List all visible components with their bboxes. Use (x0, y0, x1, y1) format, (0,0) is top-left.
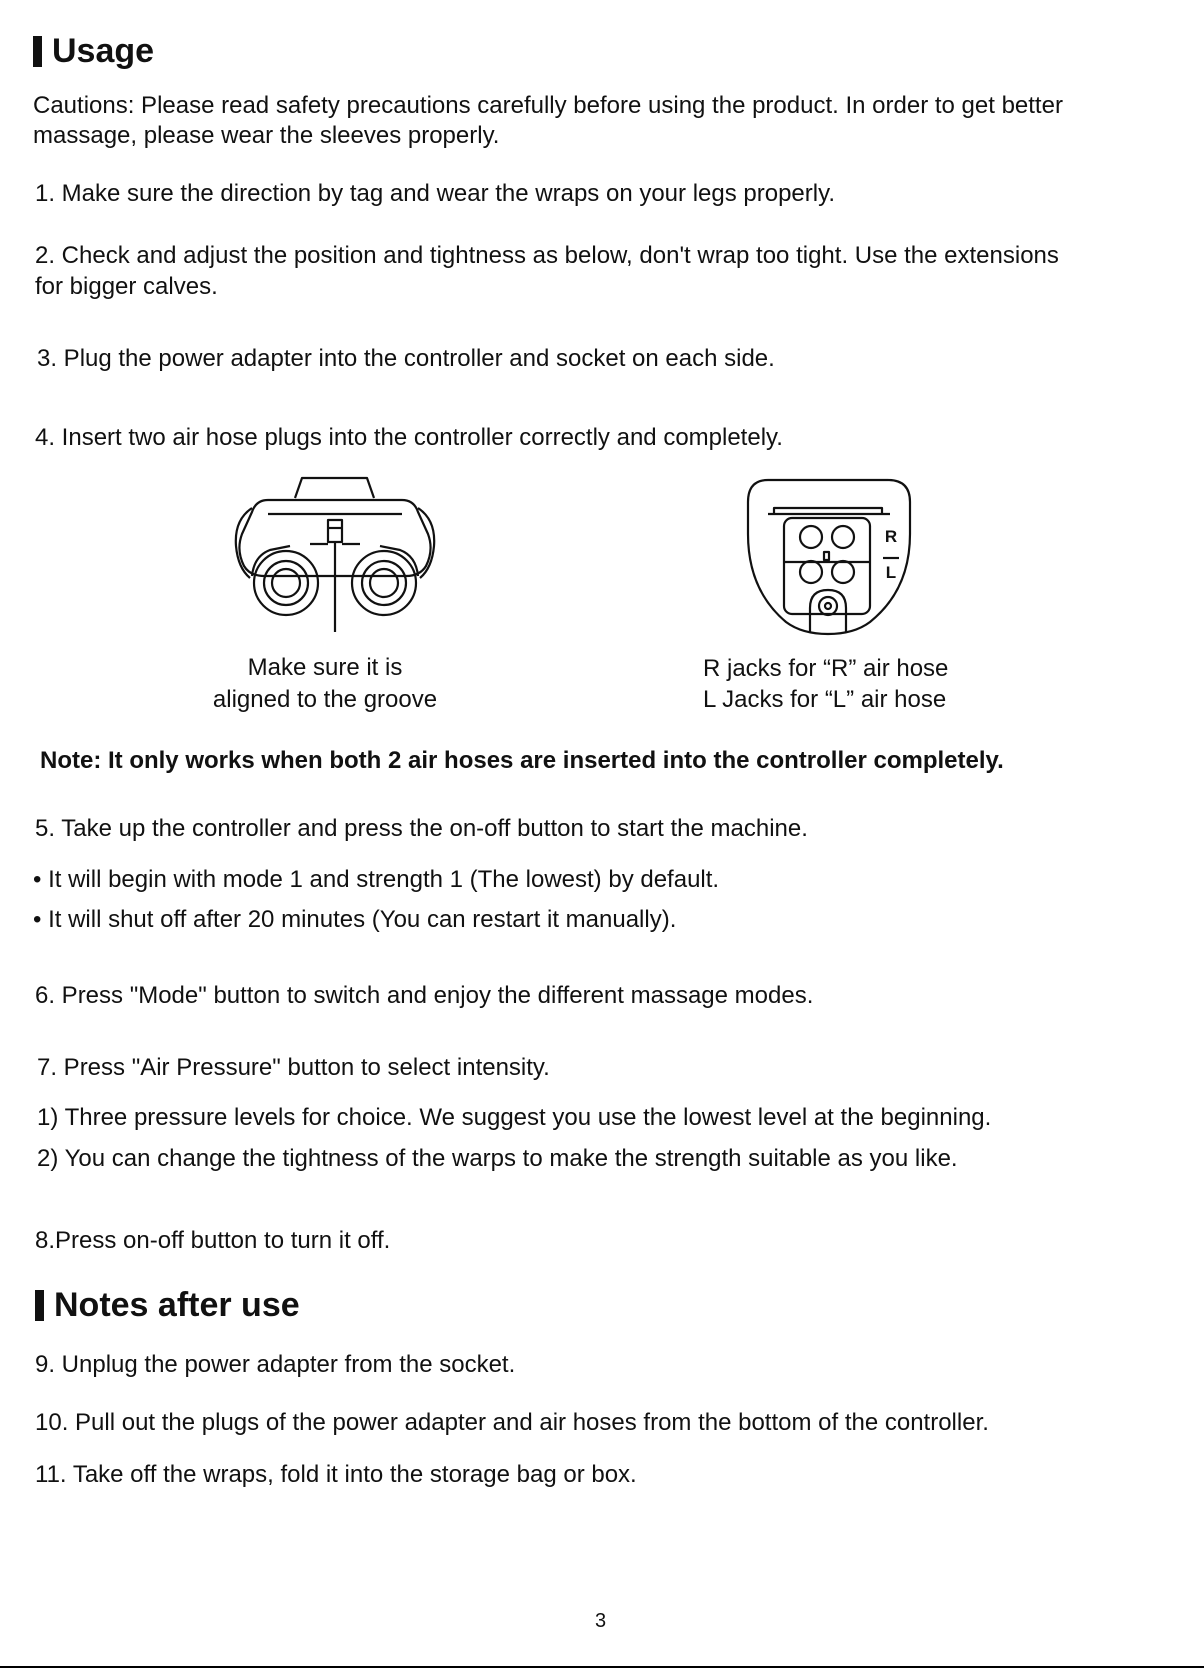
heading-bar (33, 36, 42, 67)
left-figure-caption-line-2: aligned to the groove (212, 686, 438, 713)
notes-after-use-heading (35, 1286, 300, 1325)
cautions-line-1: Cautions: Please read safety precautions carefully before using the product. In order to get better (33, 92, 1063, 119)
usage-heading (33, 32, 154, 71)
step-6: 6. Press "Mode" button to switch and enjoy the different massage modes. (35, 982, 814, 1009)
step-7-sub-2: 2) You can change the tightness of the warps to make the strength suitable as you like. (37, 1145, 958, 1172)
step-7-sub-1: 1) Three pressure levels for choice. We suggest you use the lowest level at the beginning. (37, 1104, 992, 1131)
step-8: 8.Press on-off button to turn it off. (35, 1227, 391, 1254)
step-7: 7. Press "Air Pressure" button to select intensity. (37, 1054, 550, 1081)
page-number: 3 (595, 1610, 607, 1632)
step-5-bullet-2: • It will shut off after 20 minutes (You can restart it manually). (33, 906, 677, 933)
controller-plug-illustration (230, 472, 440, 637)
step-2-line-2: for bigger calves. (35, 273, 218, 300)
jack-label-l: L (885, 563, 897, 582)
bottom-rule (0, 1666, 1204, 1668)
step-5-bullet-1: • It will begin with mode 1 and strength 1 (The lowest) by default. (33, 866, 720, 893)
jack-label-r: R (884, 527, 898, 546)
heading-bar (35, 1290, 44, 1321)
usage-heading-text: Usage (52, 32, 155, 70)
right-figure-caption-line-1: R jacks for “R” air hose (703, 655, 949, 682)
right-figure-caption-line-2: L Jacks for “L” air hose (703, 686, 947, 713)
controller-jacks-illustration (746, 478, 916, 638)
notes-after-use-heading-text: Notes after use (54, 1286, 300, 1324)
step-10: 10. Pull out the plugs of the power adapter and air hoses from the bottom of the controller. (35, 1409, 989, 1436)
step-1: 1. Make sure the direction by tag and wear the wraps on your legs properly. (35, 180, 835, 207)
step-2-line-1: 2. Check and adjust the position and tightness as below, don't wrap too tight. Use the extensions (35, 242, 1059, 269)
left-figure-caption-line-1: Make sure it is (247, 654, 403, 681)
cautions-line-2: massage, please wear the sleeves properly. (33, 122, 500, 149)
step-3: 3. Plug the power adapter into the controller and socket on each side. (37, 345, 775, 372)
step-9: 9. Unplug the power adapter from the socket. (35, 1351, 516, 1378)
step-5: 5. Take up the controller and press the on-off button to start the machine. (35, 815, 808, 842)
step-11: 11. Take off the wraps, fold it into the storage bag or box. (35, 1461, 637, 1488)
step-4: 4. Insert two air hose plugs into the controller correctly and completely. (35, 424, 783, 451)
note-text: Note: It only works when both 2 air hoses are inserted into the controller completely. (40, 747, 1004, 774)
